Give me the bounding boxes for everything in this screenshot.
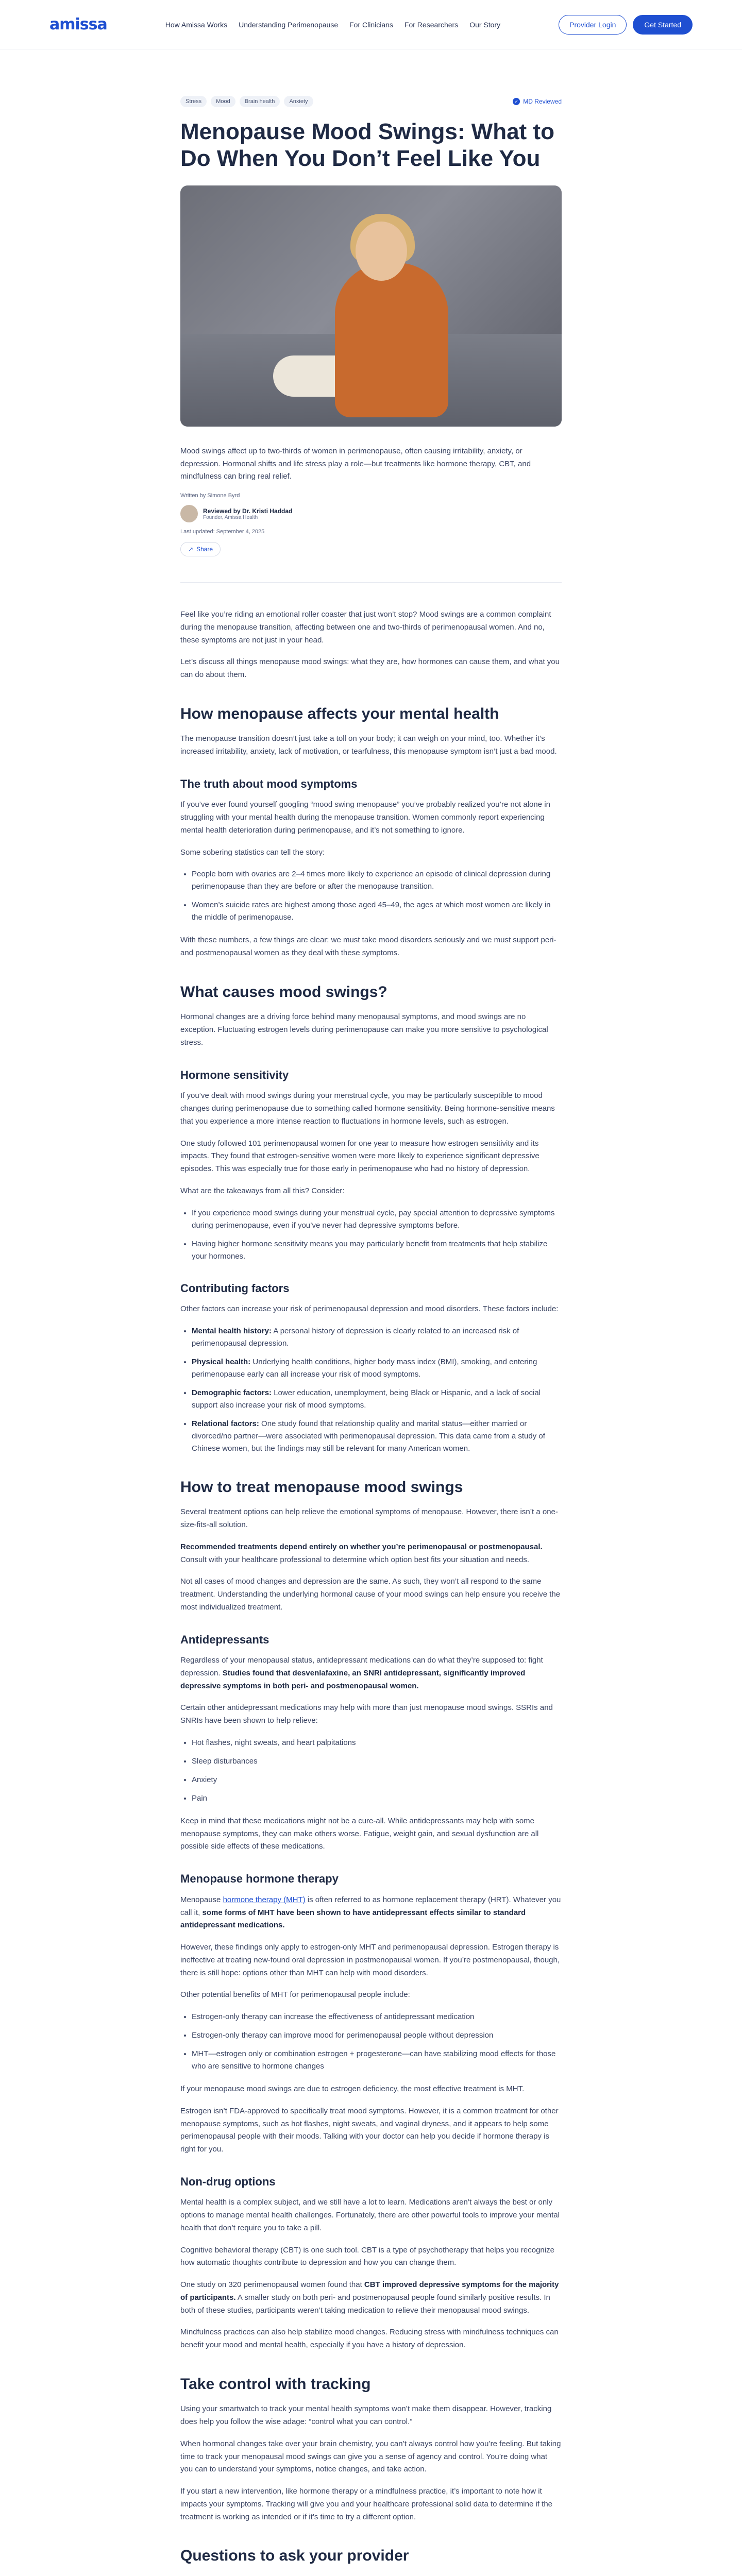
- paragraph: Certain other antidepressant medications may help with more than just menopause mood swings. SSRIs and SNRIs have been shown to help relieve:: [180, 1703, 553, 1725]
- list-item: • Sleep disturbances: [192, 1755, 562, 1768]
- paragraph-text: Menopause: [180, 1895, 223, 1904]
- bullet-list: [192, 1207, 562, 1263]
- list-item: • Hot flashes, night sweats, and heart palpitations: [192, 1737, 562, 1749]
- md-reviewed-label: MD Reviewed: [523, 98, 562, 105]
- paragraph: Some sobering statistics can tell the story:: [180, 848, 325, 857]
- emphasis: Studies found that desvenlafaxine, an SNRI antidepressant, significantly improved depressive symptoms in both peri- and postmenopausal women.: [180, 1668, 526, 1690]
- reviewer-title: Founder, Amissa Health: [203, 514, 258, 520]
- list-item-text: Lower education, unemployment, being Black or Hispanic, and a lack of social support also increase your risk of mood symptoms.: [192, 1388, 541, 1410]
- main-nav: [165, 21, 500, 29]
- list-item-lead: Physical health:: [192, 1357, 251, 1366]
- tag-list: [180, 96, 313, 107]
- subsection-heading: Non-drug options: [180, 2175, 276, 2188]
- article-title: Menopause Mood Swings: What to Do When You Don’t Feel Like You: [180, 119, 554, 171]
- paragraph: Keep in mind that these medications might not be a cure-all. While antidepressants may help with some menopause symptoms, they can make others worse. Fatigue, weight gain, and sexual dysfunction are all possible side effects of these medications.: [180, 1816, 539, 1851]
- paragraph: Other factors can increase your risk of perimenopausal depression and mood disorders. These factors include:: [180, 1304, 559, 1314]
- provider-login-button[interactable]: Provider Login: [559, 15, 627, 35]
- share-icon: ↗: [188, 546, 194, 553]
- amissa-logo[interactable]: amissa: [49, 15, 107, 33]
- paragraph-text: A smaller study on both peri- and postmenopausal people found similarly positive results. In both of these studies, participants weren’t taking medication to relieve their menopausal mood swings.: [180, 2293, 550, 2315]
- nav-item-our-story[interactable]: Our Story: [469, 20, 501, 29]
- nav-item-how-it-works[interactable]: How Amissa Works: [165, 20, 228, 29]
- emphasis: some forms of MHT have been shown to have antidepressant effects similar to standard antidepressant medications.: [180, 1908, 526, 1930]
- paragraph-text: One study on 320 perimenopausal women found that: [180, 2280, 364, 2290]
- tag-mood[interactable]: Mood: [211, 96, 235, 107]
- paragraph: However, these findings only apply to estrogen-only MHT and perimenopausal depression. Estrogen therapy is ineffective at treating new-found oral depression in postmenopausal women. If you’re postmenopausal, though, there is still hope: options other than MHT can help with mood disorders.: [180, 1943, 560, 1977]
- article-lede: Mood swings affect up to two-thirds of women in perimenopause, often causing irritability, anxiety, or depression. Hormonal shifts and life stress play a role—but treatments like hormone therapy, CBT, and mindfulness can bring real relief.: [180, 446, 531, 481]
- paragraph-text: Consult with your healthcare professional to determine which option best fits your situation and needs.: [180, 1555, 530, 1564]
- tag-row: [180, 96, 562, 107]
- paragraph: If you start a new intervention, like hormone therapy or a mindfulness practice, it’s important to note how it impacts your symptoms. Tracking will give you and your healthcare professional solid data to determine if the treatment is working as intended or if it’s time to try a different option.: [180, 2487, 553, 2521]
- paragraph: [180, 1541, 562, 1567]
- list-item: [192, 1325, 562, 1350]
- paragraph: Other potential benefits of MHT for perimenopausal people include:: [180, 1990, 410, 1999]
- hormone-therapy-link[interactable]: hormone therapy (MHT): [223, 1895, 306, 1904]
- paragraph: Let’s discuss all things menopause mood swings: what they are, how hormones can cause them, and what you can do about them.: [180, 657, 560, 680]
- figure-head-shape: [356, 222, 407, 281]
- figure-body-shape: [335, 263, 448, 417]
- share-label: Share: [196, 546, 213, 553]
- list-item: • Estrogen-only therapy can increase the effectiveness of antidepressant medication: [192, 2011, 562, 2023]
- subsection-heading: Menopause hormone therapy: [180, 1872, 339, 1886]
- paragraph: When hormonal changes take over your brain chemistry, you can’t always control how you’re feeling. But taking time to track your menopausal mood swings can give you a sense of agency and control. You’re doing what you can to understand your symptoms, notice changes, and take action.: [180, 2439, 561, 2474]
- reviewer-avatar: [180, 505, 198, 522]
- list-item: • People born with ovaries are 2–4 times more likely to experience an episode of clinical depression during perimenopause than they are before or after the menopause transition.: [192, 868, 562, 893]
- paragraph-text: is often referred to as hormone replacement therapy (HRT). Whatever you call it,: [180, 1895, 561, 1917]
- bullet-list: [192, 2011, 562, 2073]
- list-item-text: One study found that relationship quality and marital status—either married or divorced/no partner—were associated with perimenopausal depression. This data came from a study of Chinese women, but the findings may still be relevant for many American women.: [192, 1419, 545, 1453]
- list-item: [192, 1418, 562, 1455]
- paragraph: Several treatment options can help relieve the emotional symptoms of menopause. However, there isn’t a one-size-fits-all solution.: [180, 1507, 558, 1530]
- list-item-lead: Mental health history:: [192, 1326, 272, 1335]
- paragraph: [180, 2279, 562, 2317]
- paragraph: Using your smartwatch to track your mental health symptoms won’t make them disappear. However, tracking does help you follow the wise adage: “control what you can control.”: [180, 2404, 552, 2427]
- section-heading: Take control with tracking: [180, 2375, 371, 2393]
- bullet-list: [192, 1737, 562, 1805]
- list-item-lead: Relational factors:: [192, 1419, 259, 1428]
- paragraph: Hormonal changes are a driving force behind many menopausal symptoms, and mood swings are no exception. Fluctuating estrogen levels during perimenopause can make you more sensitive to psychological stress.: [180, 1012, 548, 1047]
- section-heading: How to treat menopause mood swings: [180, 1478, 463, 1496]
- list-item: • Estrogen-only therapy can improve mood for perimenopausal people without depression: [192, 2029, 562, 2042]
- list-item-text: A personal history of depression is clearly related to an increased risk of perimenopausal depression.: [192, 1326, 519, 1348]
- subsection-heading: Hormone sensitivity: [180, 1068, 289, 1081]
- list-item: • Having higher hormone sensitivity means you may particularly benefit from treatments that help stabilize your hormones.: [192, 1238, 562, 1263]
- paragraph: Mindfulness practices can also help stabilize mood changes. Reducing stress with mindfulness techniques can benefit your mood and mental health, especially if you have a history of depression.: [180, 2328, 559, 2350]
- list-item: • If you experience mood swings during your menstrual cycle, pay special attention to depressive symptoms during perimenopause, even if you’ve never had depressive symptoms before.: [192, 1207, 562, 1232]
- check-icon: ✓: [513, 98, 520, 105]
- paragraph: What are the takeaways from all this? Consider:: [180, 1186, 345, 1195]
- emphasis: CBT improved depressive symptoms for the majority of participants.: [180, 2280, 559, 2302]
- paragraph: Feel like you’re riding an emotional roller coaster that just won’t stop? Mood swings are a common complaint during the menopause transition, affecting between one and two-thirds of perimenopausal women. And no, these symptoms are not just in your head.: [180, 610, 551, 645]
- md-reviewed-badge: [513, 98, 562, 105]
- paragraph: Estrogen isn’t FDA-approved to specifically treat mood symptoms. However, it is a common treatment for other menopause symptoms, such as hot flashes, night sweats, and vaginal dryness, and it appears to help some perimenopausal people with their moods. Talking with your doctor can help you decide if hormone therapy is right for you.: [180, 2106, 559, 2154]
- paragraph: If you’ve dealt with mood swings during your menstrual cycle, you may be particularly susceptible to mood changes during perimenopause due to something called hormone sensitivity. Being hormone-sensitive means that you experience a more intense reaction to fluctuations in hormone levels, such as estrogen.: [180, 1091, 555, 1126]
- paragraph: The menopause transition doesn’t just take a toll on your body; it can weigh on your mind, too. Whether it’s increased irritability, anxiety, lack of motivation, or tearfulness, this menopause symptom isn’t just a bad mood.: [180, 734, 557, 756]
- paragraph: One study followed 101 perimenopausal women for one year to measure how estrogen sensitivity and its impacts. They found that estrogen-sensitive women were more likely to experience significant depressive episodes. This was especially true for those early in perimenopause who had no history of depression.: [180, 1139, 539, 1173]
- reviewer-name: Reviewed by Dr. Kristi Haddad: [203, 507, 293, 515]
- bullet-list: [192, 868, 562, 924]
- paragraph: [180, 1654, 562, 1692]
- list-item: [192, 1356, 562, 1381]
- paragraph: If your menopause mood swings are due to estrogen deficiency, the most effective treatment is MHT.: [180, 2084, 525, 2094]
- share-button[interactable]: [180, 542, 221, 556]
- subsection-heading: Contributing factors: [180, 1281, 290, 1295]
- nav-item-perimenopause[interactable]: Understanding Perimenopause: [239, 20, 339, 29]
- paragraph: Mental health is a complex subject, and we still have a lot to learn. Medications aren’t always the best or only options to manage mental health challenges. Fortunately, there are other powerful tools to improve your mental health that don’t require you to take a pill.: [180, 2198, 560, 2232]
- paragraph-text: Regardless of your menopausal status, antidepressant medications can do what they’re supposed to: fight depression.: [180, 1656, 543, 1677]
- paragraph: [180, 1894, 562, 1932]
- list-item-text: Underlying health conditions, higher body mass index (BMI), smoking, and entering perimenopause early can all increase your risk of mood symptoms.: [192, 1357, 537, 1379]
- section-heading: Questions to ask your provider: [180, 2547, 409, 2565]
- list-item: • Anxiety: [192, 1774, 562, 1786]
- section-heading: What causes mood swings?: [180, 983, 387, 1001]
- reviewer-block: [180, 505, 562, 522]
- divider: [180, 582, 562, 583]
- paragraph: Not all cases of mood changes and depression are the same. As such, they won’t all respond to the same treatment. Understanding the underlying hormonal cause of your mood swings can help ensure you receive the most individualized treatment.: [180, 1577, 561, 1612]
- last-updated: Last updated: September 4, 2025: [180, 529, 265, 535]
- nav-item-clinicians[interactable]: For Clinicians: [349, 20, 393, 29]
- article: [180, 49, 562, 2576]
- paragraph: If you’ve ever found yourself googling “mood swing menopause” you’ve probably realized you’re not alone in struggling with your mental health during the menopause transition. Women commonly report experiencing mental health deterioration during perimenopause, and it’s not something to ignore.: [180, 800, 550, 835]
- tag-brain-health[interactable]: Brain health: [240, 96, 280, 107]
- header-actions: [559, 15, 693, 35]
- subsection-heading: Antidepressants: [180, 1633, 269, 1646]
- paragraph: With these numbers, a few things are clear: we must take mood disorders seriously and we must support peri- and postmenopausal women as they deal with these symptoms.: [180, 936, 556, 958]
- list-item-lead: Demographic factors:: [192, 1388, 272, 1397]
- list-item: • MHT—estrogen only or combination estrogen + progesterone—can have stabilizing mood effects for those who are sensitive to hormone changes: [192, 2048, 562, 2073]
- paragraph: Cognitive behavioral therapy (CBT) is one such tool. CBT is a type of psychotherapy that helps you recognize how automatic thoughts contribute to depression and how you can change them.: [180, 2245, 554, 2267]
- section-heading: How menopause affects your mental health: [180, 705, 499, 722]
- nav-item-researchers[interactable]: For Researchers: [404, 20, 459, 29]
- hero-image: [180, 185, 562, 427]
- list-item: [192, 1387, 562, 1412]
- bullet-list: [192, 1325, 562, 1455]
- tag-anxiety[interactable]: Anxiety: [284, 96, 313, 107]
- byline: Written by Simone Byrd: [180, 493, 240, 499]
- emphasis: Recommended treatments depend entirely on whether you’re perimenopausal or postmenopausal.: [180, 1542, 543, 1551]
- list-item: • Pain: [192, 1792, 562, 1805]
- get-started-button[interactable]: Get Started: [633, 15, 693, 35]
- site-header: [0, 0, 742, 49]
- subsection-heading: The truth about mood symptoms: [180, 777, 358, 790]
- list-item: • Women’s suicide rates are highest among those aged 45–49, the ages at which most women are likely in the middle of perimenopause.: [192, 899, 562, 924]
- tag-stress[interactable]: Stress: [180, 96, 207, 107]
